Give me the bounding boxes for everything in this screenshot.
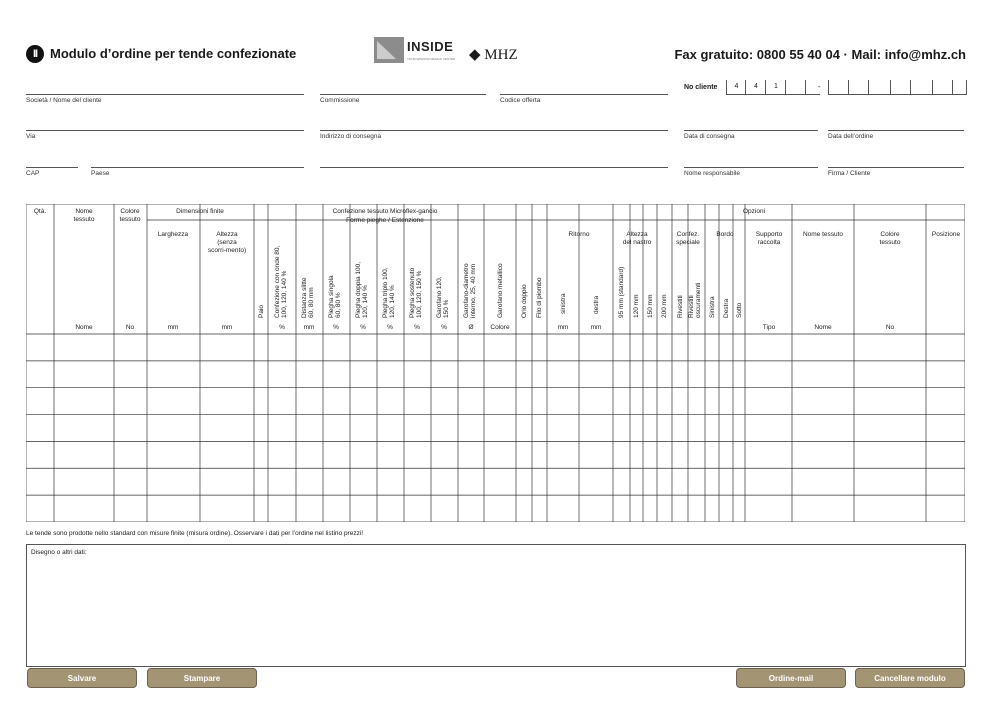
client-number-digit[interactable] <box>890 80 911 95</box>
offer-code-label: Codice offerta <box>500 97 541 104</box>
vertical-column-header: Garofano 120,150 % <box>436 276 450 318</box>
vertical-column-header: Sotto <box>736 302 743 318</box>
vertical-column-header: Distanza slitte60, 80 mm <box>301 277 315 318</box>
fabric-name-header: Nome tessuto <box>73 208 95 223</box>
delivery-address-label: Indirizzo di consegna <box>320 133 382 140</box>
mhz-logo: ◆ MHZ <box>469 47 518 63</box>
special-header: Confez. speciale <box>676 231 700 246</box>
vertical-column-header: 150 mm <box>647 294 654 318</box>
inside-logo-text: INSIDE <box>407 39 454 54</box>
unit-label: % <box>441 324 447 331</box>
save-button[interactable]: Salvare <box>27 668 137 688</box>
unit-label: % <box>360 324 366 331</box>
border-header: Bordo <box>716 231 734 238</box>
client-number-digit[interactable] <box>785 80 806 95</box>
unit-label: % <box>333 324 339 331</box>
unit-label: Nome <box>75 324 93 331</box>
commission-label: Commissione <box>320 97 360 104</box>
drawing-area[interactable] <box>26 544 966 667</box>
street-label: Via <box>26 133 36 140</box>
unit-label: mm <box>221 324 233 331</box>
finished-dimensions-header: Dimensioni finite <box>176 208 224 215</box>
vertical-column-header: Piegha singola60, 80 % <box>328 275 342 318</box>
order-date-field[interactable] <box>828 130 964 140</box>
unit-label: Nome <box>814 324 832 331</box>
page-title: Modulo d’ordine per tende confezionate <box>50 46 297 61</box>
vertical-column-header: Garofano metallico <box>497 263 504 318</box>
section-badge: II <box>26 45 44 63</box>
signature-label: Firma / Cliente <box>828 170 871 177</box>
position-header: Posizione <box>931 231 961 238</box>
vertical-column-header: Rivestiti <box>677 295 684 318</box>
client-number-digit[interactable]: 4 <box>726 80 746 95</box>
height-header: Altezza (senza scorri-mento) <box>207 231 247 254</box>
unit-label: Colore <box>490 324 510 331</box>
fabric-color-header: Colore tessuto <box>119 208 141 223</box>
delivery-date-field[interactable] <box>684 130 818 140</box>
vertical-column-header: 120 mm <box>633 294 640 318</box>
vertical-column-header: Destra <box>723 298 730 318</box>
vertical-column-header: 200 mm <box>661 294 668 318</box>
inside-logo-mark <box>374 37 404 63</box>
client-number-digit[interactable] <box>952 80 967 95</box>
vertical-column-header: 95 mm (standard) <box>618 266 625 318</box>
option-color-header: Colore tessuto <box>879 231 901 246</box>
vertical-column-header: Confezione con onde 80,100, 120, 140 % <box>274 245 288 318</box>
client-number-digit[interactable] <box>868 80 891 95</box>
client-number-digit[interactable]: 1 <box>765 80 786 95</box>
client-number-digit[interactable] <box>828 80 849 95</box>
order-table[interactable] <box>26 204 965 522</box>
vertical-column-header: Piegha doppia 100,120, 140 % <box>355 261 369 318</box>
company-label: Società / Nome del cliente <box>26 97 102 104</box>
vertical-column-header: Paio <box>258 304 265 318</box>
client-number-digit[interactable] <box>932 80 953 95</box>
unit-label: Ø <box>468 324 474 331</box>
client-number-digit[interactable] <box>848 80 869 95</box>
cancel-form-button[interactable]: Cancellare modulo <box>855 668 965 688</box>
width-header: Larghezza <box>157 231 189 238</box>
contact-info: Fax gratuito: 0800 55 40 04 · Mail: info@mhz.ch <box>674 47 966 62</box>
delivery-address-line2[interactable] <box>320 167 668 168</box>
unit-label: % <box>387 324 393 331</box>
country-label: Paese <box>91 170 110 177</box>
client-number-separator: - <box>818 82 821 91</box>
delivery-address-field[interactable] <box>320 130 668 140</box>
qty-header: Qtà. <box>33 208 47 215</box>
vertical-column-header: destra <box>593 295 600 314</box>
vertical-column-header: Piegha triplo 100,120, 140 % <box>382 267 396 318</box>
fabrication-subheader: Forme pieghe / Estenzione <box>346 217 424 224</box>
print-button[interactable]: Stampare <box>147 668 257 688</box>
unit-label: mm <box>167 324 179 331</box>
vertical-column-header: Garofano-diametrointerno, 25, 40 mm <box>463 263 477 318</box>
vertical-column-header: Filo di piombo <box>536 277 543 318</box>
street-field[interactable] <box>26 130 304 140</box>
unit-label: No <box>885 324 895 331</box>
vertical-column-header: Orlo doppio <box>521 284 528 318</box>
client-number-digit[interactable]: 4 <box>745 80 766 95</box>
fabrication-header: Confezione tessuto Microflex-gancio <box>332 208 438 215</box>
order-mail-button[interactable]: Ordine-mail <box>736 668 846 688</box>
client-number-digit[interactable] <box>910 80 933 95</box>
return-header: Ritorno <box>568 231 590 238</box>
unit-label: mm <box>590 324 602 331</box>
unit-label: mm <box>557 324 569 331</box>
zip-label: CAP <box>26 170 40 177</box>
vertical-column-header: sinistra <box>560 293 567 314</box>
responsible-field[interactable] <box>684 167 818 177</box>
vertical-column-header: Piegha sostenuto100, 120, 150 % <box>409 267 423 318</box>
options-header: Opzioni <box>742 208 766 215</box>
support-header: Supporto raccolta <box>755 231 783 246</box>
unit-label: % <box>279 324 285 331</box>
drawing-label: Disegno o altri dati: <box>31 549 87 556</box>
offer-code-field[interactable] <box>500 94 668 104</box>
commission-field[interactable] <box>320 94 486 104</box>
order-date-label: Data dell’ordine <box>828 133 874 140</box>
inside-logo-subtext: YOUR WINDOW DESIGN CENTER <box>407 57 456 61</box>
client-number-label: No cliente <box>684 84 718 91</box>
vertical-column-header: Sinistra <box>709 296 716 318</box>
option-fabric-header: Nome tessuto <box>802 231 844 238</box>
unit-label: mm <box>303 324 315 331</box>
company-field[interactable] <box>26 94 304 104</box>
tape-height-header: Altezza del nastro <box>622 231 652 246</box>
zip-field[interactable] <box>26 167 78 177</box>
vertical-column-header: Rivestitioscuramenti <box>688 282 702 318</box>
footnote: Le tende sono prodotte nello standard con misure finite (misura ordine). Osservare i dati per l’ordine nel listino prezzi! <box>26 530 364 537</box>
delivery-date-label: Data di consegna <box>684 133 735 140</box>
responsible-label: Nome responsabile <box>684 170 741 177</box>
unit-label: Tipo <box>762 324 776 331</box>
unit-label: No <box>125 324 135 331</box>
unit-label: % <box>414 324 420 331</box>
inside-logo <box>374 37 456 65</box>
signature-field[interactable] <box>828 167 964 177</box>
country-field[interactable] <box>91 167 304 177</box>
